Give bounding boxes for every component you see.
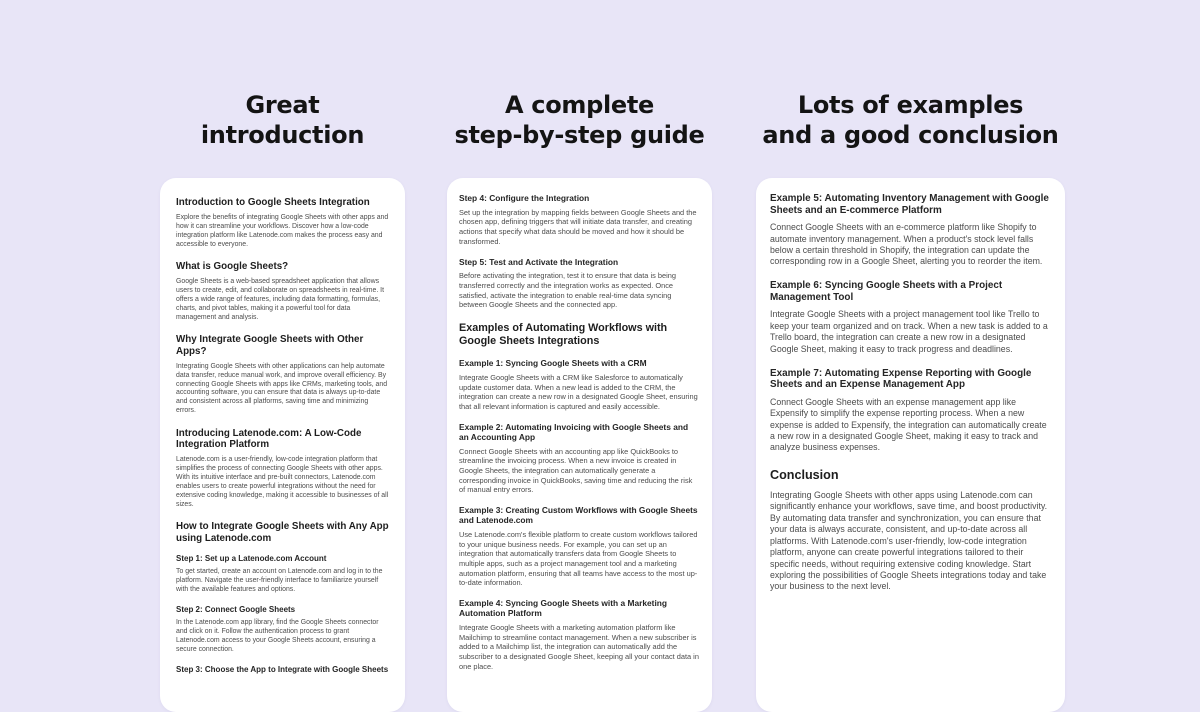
column-examples-conclusion	[756, 0, 1065, 712]
doc-paragraph: Before activating the integration, test it to ensure that data is being transferred correctly and the integration works as expected. Once satisfied, activate the integration to enable real-time data syncing between Google Sheets and the connected app.	[459, 271, 676, 310]
doc-heading: Example 5: Automating Inventory Management with Google Sheets and an E-commerce Platform	[770, 193, 1049, 216]
column-heading	[756, 0, 1065, 178]
doc-heading: Example 7: Automating Expense Reporting with Google Sheets and an Expense Management App	[770, 367, 1032, 391]
doc-heading: Example 1: Syncing Google Sheets with a CRM	[459, 358, 647, 369]
column-title	[762, 90, 1058, 150]
doc-paragraph: Integrating Google Sheets with other apps using Latenode.com can significantly enhance your workflows, save time, and boost productivity. By automating data transfer and synchronization, you can ensure that your data is always accurate, consistent, and up-to-date across all platforms. With Latenode.com's user-friendly, low-code integration platform, anyone can create powerful integrations tailored to their specific needs, without requiring extensive coding knowledge. Start exploring the possibilities of Google Sheets integrations today and take your business to the next level.	[770, 490, 1048, 592]
document-card	[447, 178, 712, 712]
document-card	[160, 178, 405, 712]
doc-heading: Conclusion	[770, 468, 839, 483]
doc-paragraph: Connect Google Sheets with an expense management app like Expensify to simplify the expense reporting process. When a new expense is added to Expensify, the integration can automatically create a new row in a designated Google Sheet, making it easy to track and analyze business expenses.	[770, 396, 1047, 453]
column-title-line: Lots of examples	[797, 91, 1024, 119]
column-title	[454, 90, 704, 150]
doc-paragraph: To get started, create an account on Latenode.com and log in to the platform. Navigate the user-friendly interface to familiarize yourself with the available features and options.	[176, 568, 383, 594]
doc-heading: Example 3: Creating Custom Workflows with Google Sheets and Latenode.com	[459, 505, 698, 526]
column-title-line: introduction	[200, 121, 365, 149]
column-title-line: A complete	[504, 91, 655, 119]
doc-paragraph: Use Latenode.com's flexible platform to create custom workflows tailored to your unique business needs. For example, you can set up an integration that automatically transfers data from Google Sheets to multiple apps, such as a project management tool and a marketing automation platform, ensuring that all teams have access to the most up-to-date information.	[459, 530, 698, 588]
doc-paragraph: Connect Google Sheets with an accounting app like QuickBooks to streamline the invoicing process. When a new invoice is created in Google Sheets, the integration can automatically generate a corresponding invoice in QuickBooks, saving time and reducing the risk of manual entry errors.	[459, 446, 693, 495]
doc-heading: Example 2: Automating Invoicing with Google Sheets and an Accounting App	[459, 421, 689, 443]
column-title	[201, 90, 364, 150]
doc-paragraph: In the Latenode.com app library, find the Google Sheets connector and click on it. Follow the authentication process to grant Latenode.com access to your Google Sheets account, ensuring a secure connection.	[176, 619, 379, 654]
doc-heading: Why Integrate Google Sheets with Other Apps?	[176, 334, 364, 357]
doc-heading: Step 2: Connect Google Sheets	[176, 605, 296, 615]
column-step-guide	[447, 0, 712, 712]
column-title-line: and a good conclusion	[762, 121, 1059, 149]
doc-heading: Example 6: Syncing Google Sheets with a Project Management Tool	[770, 280, 1003, 304]
column-heading	[447, 0, 712, 178]
doc-paragraph: Integrate Google Sheets with a project management tool like Trello to keep your team organized and on track. When a new task is added to a Trello board, the integration can create a new row in a designated Google Sheet, making it easy to track progress and deadlines.	[770, 309, 1048, 354]
doc-paragraph: Set up the integration by mapping fields between Google Sheets and the chosen app, defining triggers that will initiate data transfer, and creating actions that specify what data should be moved and how it should be transformed.	[459, 207, 697, 246]
column-heading	[160, 0, 405, 178]
doc-paragraph: Integrate Google Sheets with a marketing automation platform like Mailchimp to streamline contact management. When a new subscriber is added to a Mailchimp list, the integration can automatically add the subscriber to a designated Google Sheet, keeping all your contact data in one place.	[459, 623, 699, 671]
doc-heading: Step 5: Test and Activate the Integration	[459, 256, 619, 267]
doc-heading: What is Google Sheets?	[176, 261, 289, 273]
document-content	[459, 193, 700, 671]
doc-paragraph: Integrating Google Sheets with other applications can help automate data transfer, reduce manual work, and improve overall efficiency. By connecting Google Sheets with apps like CRMs, marketing tools, and accounting software, you can ensure that data is always up-to-date and consistent across all platforms, saving time and minimizing errors.	[176, 362, 388, 415]
doc-heading: Introducing Latenode.com: A Low-Code Integration Platform	[176, 427, 362, 451]
doc-heading: Example 4: Syncing Google Sheets with a Marketing Automation Platform	[459, 598, 668, 619]
doc-paragraph: Explore the benefits of integrating Google Sheets with other apps and how it can streamline your workflows. Discover how a low-code integration platform like Latenode.com makes the process easy and accessible to everyone.	[176, 213, 389, 248]
doc-heading: Step 4: Configure the Integration	[459, 193, 590, 203]
document-content	[176, 197, 389, 675]
doc-paragraph: Latenode.com is a user-friendly, low-code integration platform that simplifies the process of connecting Google Sheets with other apps. With its intuitive interface and pre-built connectors, Latenode.com enables users to create powerful integrations without the need for extensive coding knowledge, making it accessible to businesses of all sizes.	[176, 456, 389, 508]
column-introduction	[160, 0, 405, 712]
column-title-line: step-by-step guide	[454, 121, 705, 149]
doc-heading: Step 1: Set up a Latenode.com Account	[176, 554, 327, 564]
document-content	[770, 193, 1051, 593]
doc-heading: Examples of Automating Workflows with Google Sheets Integrations	[459, 322, 668, 348]
column-title-line: Great	[245, 91, 320, 119]
doc-paragraph: Integrate Google Sheets with a CRM like Salesforce to automatically update customer data. When a new lead is added to the CRM, the integration can create a new row in a designated Google Sheet, ensuring that all relevant information is captured and easily accessible.	[459, 372, 698, 411]
document-card	[756, 178, 1065, 712]
doc-heading: Introduction to Google Sheets Integration	[176, 197, 370, 208]
doc-paragraph: Google Sheets is a web-based spreadsheet application that allows users to create, edit, and collaborate on spreadsheets in real-time. It offers a wide range of features, including data formatting, formulas, charts, and pivot tables, making it a powerful tool for data management and analysis.	[176, 277, 384, 321]
doc-paragraph: Connect Google Sheets with an e-commerce platform like Shopify to automate inventory management. When a product's stock level falls below a certain threshold in Shopify, the integration can update the corresponding row in a Google Sheet, alerting you to reorder the item.	[770, 222, 1043, 267]
doc-heading: How to Integrate Google Sheets with Any App using Latenode.com	[176, 521, 389, 544]
doc-heading: Step 3: Choose the App to Integrate with Google Sheets	[176, 665, 389, 675]
